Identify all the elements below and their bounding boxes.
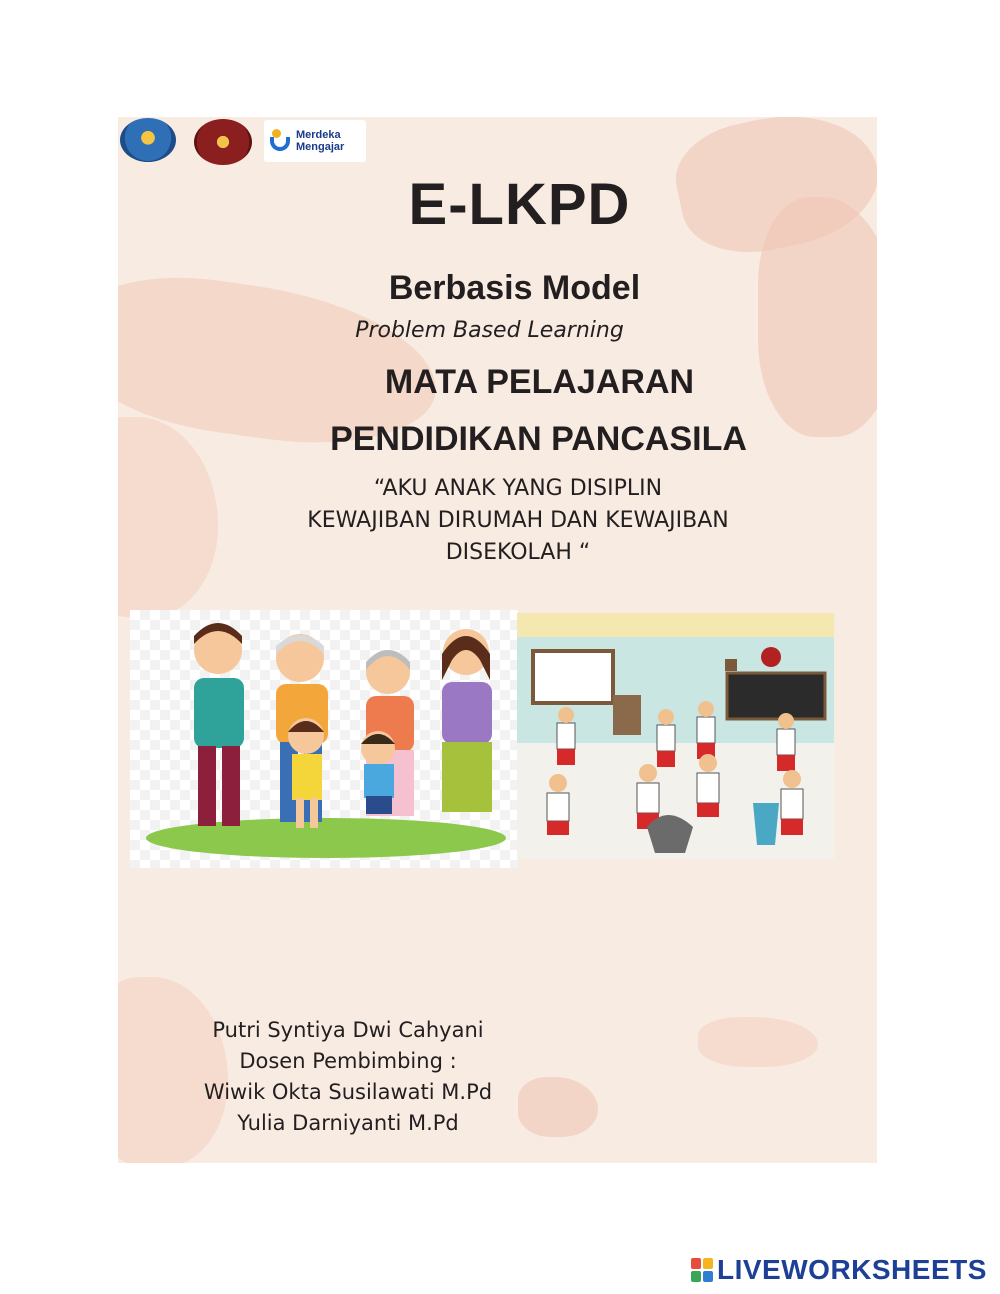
classroom-cleaning-illustration (517, 613, 834, 859)
merdeka-mengajar-icon (270, 129, 292, 153)
subject-line-1: MATA PELAJARAN (384, 363, 695, 401)
cover-subtitle: Berbasis Model (388, 269, 641, 307)
classroom-illustration-icon (517, 613, 834, 859)
authors-block (158, 1015, 538, 1139)
theme-line-1: “AKU ANAK YANG DISIPLIN (373, 476, 663, 501)
cover-title: E-LKPD (408, 172, 631, 237)
liveworksheets-logo-icon (691, 1258, 713, 1282)
brush-stroke (698, 1017, 818, 1067)
logo-text-line1: Merdeka (296, 129, 341, 141)
university-seal-icon (194, 119, 252, 165)
supervisor-label: Dosen Pembimbing : (239, 1049, 457, 1073)
family-illustration-icon (130, 610, 518, 868)
learning-model: Problem Based Learning (355, 318, 624, 343)
theme-line-3: DISEKOLAH “ (445, 540, 591, 565)
merdeka-mengajar-logo (264, 120, 366, 162)
supervisor-1: Wiwik Okta Susilawati M.Pd (203, 1080, 493, 1104)
logo-text-line2: Mengajar (296, 141, 345, 153)
family-illustration (130, 610, 518, 868)
theme-quote (218, 473, 818, 569)
kemdikbud-logo-icon (120, 118, 176, 162)
supervisor-2: Yulia Darniyanti M.Pd (237, 1111, 459, 1135)
cover-page (118, 117, 877, 1163)
author-name: Putri Syntiya Dwi Cahyani (212, 1018, 484, 1042)
subject-line-2: PENDIDIKAN PANCASILA (330, 420, 747, 458)
liveworksheets-brand[interactable] (691, 1255, 987, 1285)
theme-line-2: KEWAJIBAN DIRUMAH DAN KEWAJIBAN (307, 508, 729, 533)
brand-name: LIVEWORKSHEETS (717, 1254, 987, 1285)
